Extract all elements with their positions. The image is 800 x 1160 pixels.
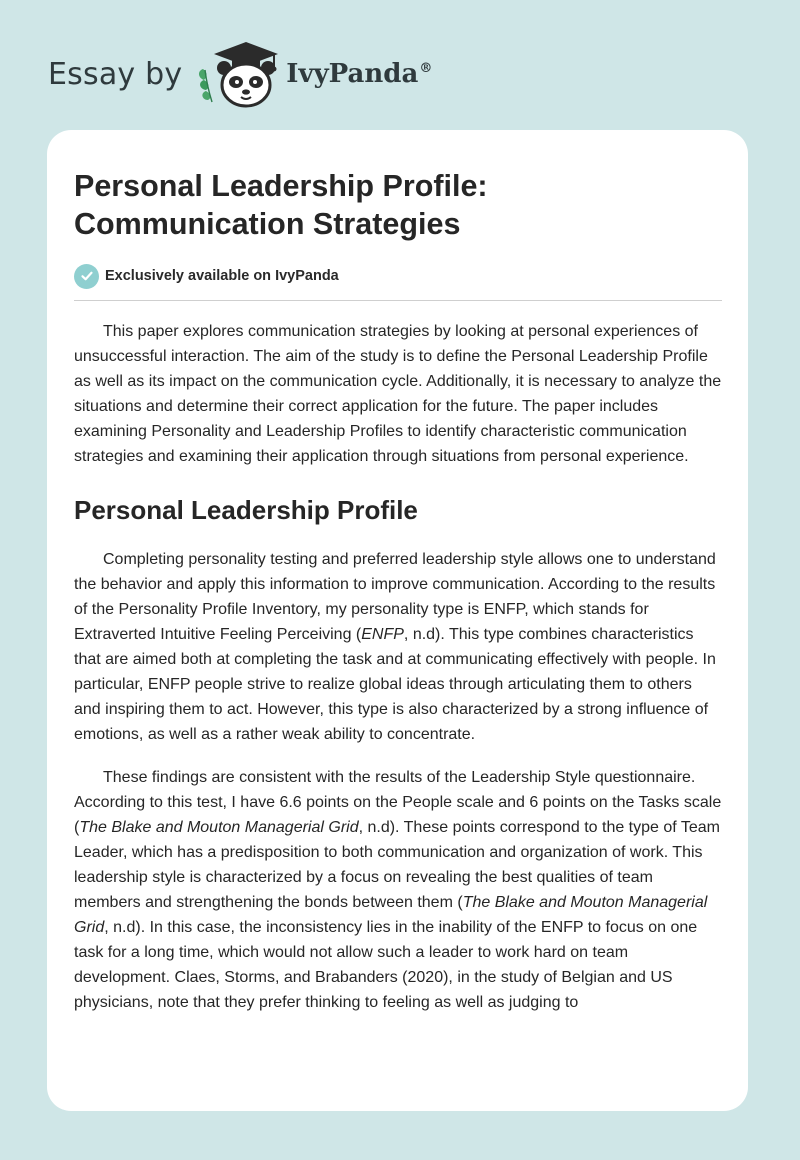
brand-name: IvyPanda®: [286, 59, 433, 89]
citation: ENFP: [361, 626, 404, 643]
check-circle-icon: [74, 264, 99, 289]
paragraph-personality: Completing personality testing and preferred leadership style allows one to understand the behavior and apply this information to improve communication. According to the results of the Personality Profile Inventory, my personality type is ENFP, which stands for Extraverted Intuitive Feeling Perceiving (ENFP, n.d). This type combines characteristics that are aimed both at completing the task and at communicating effectively with people. In particular, ENFP people strive to realize global ideas through articulating them to others and inspiring them to act. However, this type is also characterized by a strong influence of emotions, as well as a rather weak ability to concentrate.: [74, 551, 716, 743]
exclusive-badge: [74, 263, 722, 289]
citation: The Blake and Mouton Managerial Grid: [79, 819, 359, 836]
title-line-1: Personal Leadership Profile:: [74, 169, 488, 203]
section-heading: Personal Leadership Profile: [74, 495, 418, 525]
panda-graduate-icon: [194, 38, 284, 110]
brand-header[interactable]: [48, 38, 432, 110]
essay-card: [47, 130, 748, 1111]
citation: The Blake and Mouton Managerial Grid: [74, 894, 708, 936]
page-title: [74, 167, 722, 243]
divider: [74, 300, 722, 301]
title-line-2: Communication Strategies: [74, 207, 461, 241]
exclusive-label: Exclusively available on IvyPanda: [105, 268, 339, 284]
paragraph-leadership-style: These findings are consistent with the results of the Leadership Style questionnaire. According to this test, I have 6.6 points on the People scale and 6 points on the Tasks scale (The Blake and Mouton Managerial Grid, n.d). These points correspond to the type of Team Leader, which has a predisposition to both communication and organization of work. This leadership style is characterized by a focus on revealing the best qualities of team members and strengthening the bonds between them (The Blake and Mouton Managerial Grid, n.d). In this case, the inconsistency lies in the inability of the ENFP to focus on one task for a long time, which would not allow such a leader to work hard on team development. Claes, Storms, and Brabanders (2020), in the study of Belgian and US physicians, note that they prefer thinking to feeling as well as judging to: [74, 769, 722, 1011]
brand-prefix: Essay by: [48, 56, 183, 92]
intro-paragraph: This paper explores communication strategies by looking at personal experiences of unsuccessful interaction. The aim of the study is to define the Personal Leadership Profile as well as its impact on the communication cycle. Additionally, it is necessary to analyze the situations and determine their correct application for the future. The paper includes examining Personality and Leadership Profiles to identify characteristic communication strategies and examining their application through situations from personal experience.: [74, 323, 722, 465]
